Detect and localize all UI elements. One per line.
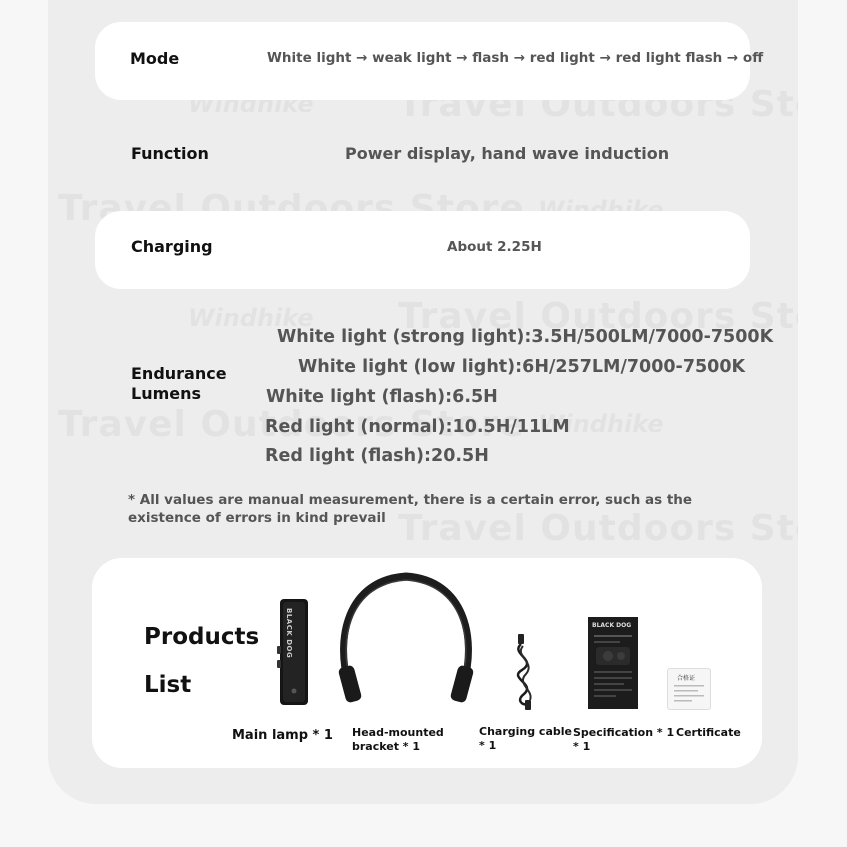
charging-label: Charging <box>131 237 213 256</box>
endurance-line: White light (strong light):3.5H/500LM/7000-7500K <box>277 327 774 347</box>
function-value: Power display, hand wave induction <box>345 144 670 163</box>
endurance-label-line2: Lumens <box>131 384 202 403</box>
headband-image <box>336 570 476 710</box>
charging-cable-image <box>508 634 542 710</box>
caption-specification <box>573 726 674 754</box>
charging-value: About 2.25H <box>447 239 542 255</box>
lamp-brand-text: BLACK DOG <box>285 608 293 659</box>
function-label: Function <box>131 144 209 163</box>
caption-line: * 1 <box>573 740 591 753</box>
caption-line: * 1 <box>479 739 497 752</box>
main-lamp-image <box>276 598 312 708</box>
mode-value: White light → weak light → flash → red light → red light flash → off <box>267 50 764 66</box>
caption-certificate: Certificate <box>676 726 741 739</box>
certificate-title: 合格证 <box>677 675 696 682</box>
products-title-line1: Products <box>144 624 260 650</box>
caption-charging-cable <box>479 725 572 753</box>
caption-main-lamp: Main lamp * 1 <box>232 728 333 743</box>
caption-head-mounted-bracket <box>352 726 444 754</box>
endurance-line: White light (flash):6.5H <box>266 387 498 407</box>
certificate-image <box>667 668 711 710</box>
endurance-label <box>131 364 227 404</box>
endurance-line: Red light (flash):20.5H <box>265 446 489 466</box>
products-title-line2: List <box>144 672 192 698</box>
measurement-note: * All values are manual measurement, there is a certain error, such as the existence of errors in kind prevail <box>128 492 693 526</box>
mode-label: Mode <box>130 49 180 68</box>
endurance-line: White light (low light):6H/257LM/7000-7500K <box>298 357 746 377</box>
caption-line: bracket * 1 <box>352 740 421 753</box>
specification-booklet-image <box>588 617 638 709</box>
caption-line: Head-mounted <box>352 726 444 739</box>
endurance-line: Red light (normal):10.5H/11LM <box>265 417 570 437</box>
endurance-label-line1: Endurance <box>131 364 227 383</box>
booklet-brand-text: BLACK DOG <box>592 622 632 629</box>
caption-line: Charging cable <box>479 725 572 738</box>
caption-line: Specification * 1 <box>573 726 675 739</box>
